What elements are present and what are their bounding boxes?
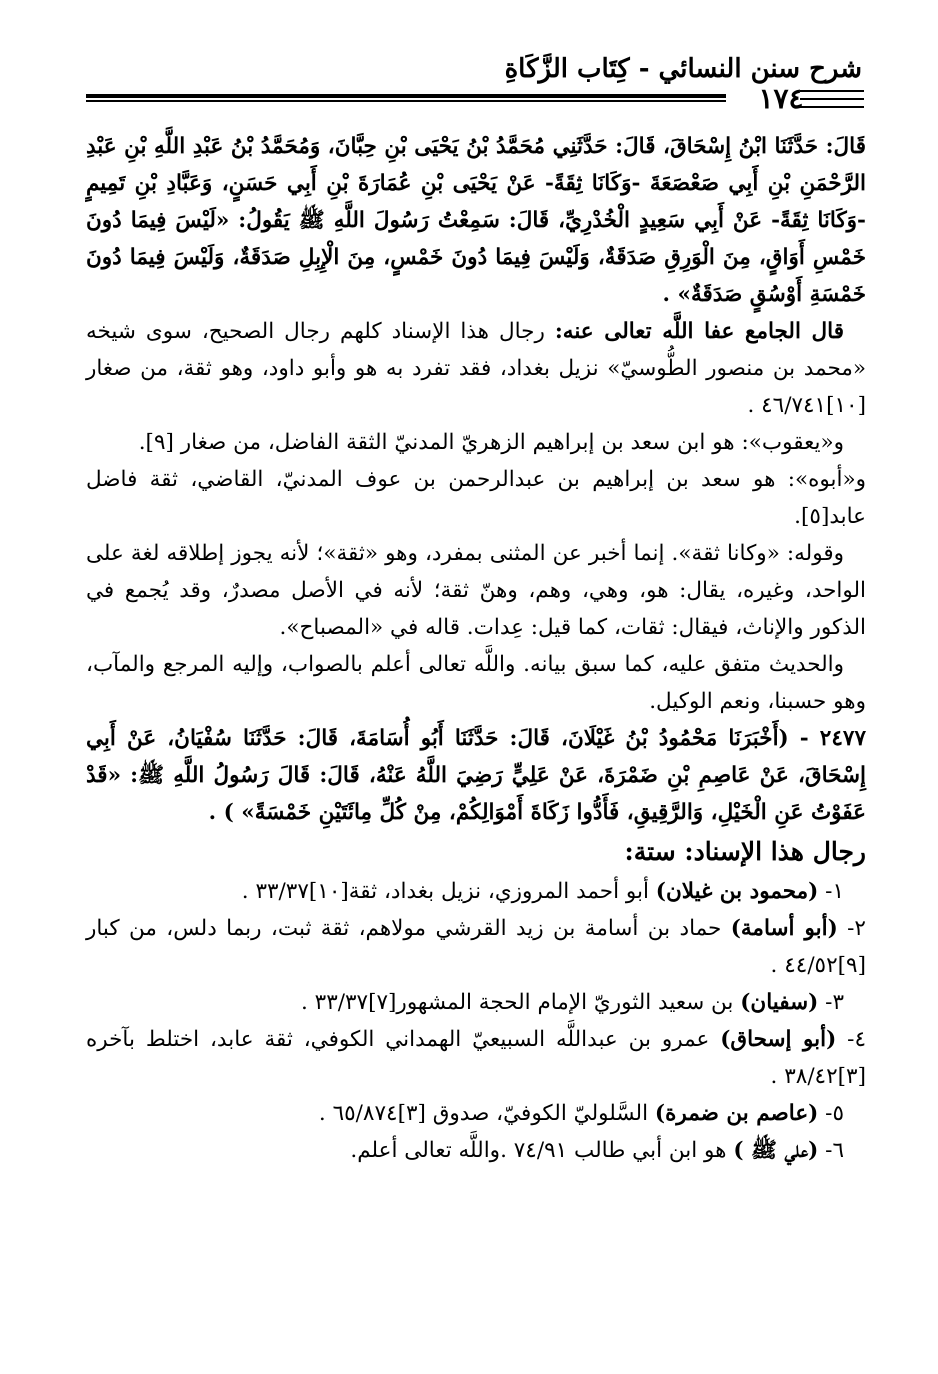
narrator-name: (علي ﷺ ) [733, 1138, 819, 1163]
running-title: شرح سنن النسائي - كِتَاب الزَّكَاةِ [504, 54, 862, 84]
narrator-details: السَّلوليّ الكوفيّ، صدوق [٣]٦٥/٨٧٤ . [318, 1101, 655, 1126]
narrator-entry [86, 1132, 866, 1169]
page-number: ١٧٤ [758, 82, 804, 115]
narrators-heading: رجال هذا الإسناد: ستة: [624, 837, 866, 866]
narrator-entry [86, 984, 866, 1021]
hadith-text: ٢٤٧٧ - (أَخْبَرَنَا مَحْمُودُ بْنُ غَيْلَانَ، قَالَ: حَدَّثَنَا أَبُو أُسَامَةَ، قَالَ: حَدَّثَنَا سُفْيَانُ، عَنْ أَبِي إِسْحَاقَ، عَنْ عَاصِمِ بْنِ ضَمْرَةَ، عَنْ عَلِيٍّ رَضِيَ اللَّهُ عَنْهُ، قَالَ: قَالَ رَسُولُ اللَّهِ ﷺ: «قَدْ عَفَوْتُ عَنِ الْخَيْلِ، وَالرَّقِيقِ، فَأَدُّوا زَكَاةَ أَمْوَالِكُمْ، مِنْ كُلِّ مِائَتَيْنِ خَمْسَةً» ) . [86, 726, 866, 825]
page-body [86, 128, 866, 1169]
narrator-entry [86, 1095, 866, 1132]
commentator-label: قال الجامع عفا اللَّه تعالى عنه: [554, 319, 845, 344]
narrator-entry [86, 873, 866, 910]
narrator-details: عمرو بن عبداللَّه السبيعيّ الهمداني الكوفي، ثقة عابد، اختلط بآخره [٣]٣٨/٤٢ . [86, 1027, 866, 1089]
narrator-number: ١- [818, 879, 844, 904]
narrator-entry [86, 910, 866, 984]
narrator-details: حماد بن أسامة بن زيد القرشي مولاهم، ثقة ثبت، ربما دلس، من كبار [٩]٤٤/٥٢ . [86, 916, 866, 978]
commentary-paragraph: و«يعقوب»: هو ابن سعد بن إبراهيم الزهريّ المدنيّ الثقة الفاضل، من صغار [٩]. [138, 430, 844, 455]
narrator-number: ٤- [836, 1027, 867, 1052]
page-header [86, 54, 864, 116]
narrator-number: ٣- [818, 990, 844, 1015]
narrator-details: أبو أحمد المروزي، نزيل بغداد، ثقة[١٠]٣٣/٣٧ . [241, 879, 656, 904]
narrator-name: (أبو أسامة) [730, 916, 838, 941]
narrator-name: (عاصم بن ضمرة) [654, 1101, 819, 1126]
narrator-number: ٥- [818, 1101, 844, 1126]
narrator-name: (أبو إسحاق) [720, 1027, 837, 1052]
header-rule-short-bottom [800, 106, 864, 108]
narrator-number: ٢- [837, 916, 866, 941]
narrator-number: ٦- [818, 1138, 844, 1163]
header-rule [86, 94, 726, 102]
narrator-name: (سفيان) [740, 990, 819, 1015]
narrator-entry [86, 1021, 866, 1095]
hadith-text: قَالَ: حَدَّثَنَا ابْنُ إِسْحَاقَ، قَالَ: حَدَّثَنِي مُحَمَّدُ بْنُ يَحْيَى بْنِ حِبَّانَ، وَمُحَمَّدُ بْنُ عَبْدِ اللَّهِ بْنِ عَبْدِ الرَّحْمَنِ بْنِ أَبِي صَعْصَعَةَ -وَكَانَا ثِقَةً- عَنْ يَحْيَى بْنِ عُمَارَةَ بْنِ أَبِي حَسَنٍ، وَعَبَّادِ بْنِ تَمِيمٍ -وَكَانَا ثِقَةً- عَنْ أَبِي سَعِيدٍ الْخُدْرِيِّ، قَالَ: سَمِعْتُ رَسُولَ اللَّهِ ﷺ يَقُولُ: «لَيْسَ فِيمَا دُونَ خَمْسِ أَوَاقٍ، مِنَ الْوَرِقِ صَدَقَةٌ، وَلَيْسَ فِيمَا دُونَ خَمْسٍ، مِنَ الْإِبِلِ صَدَقَةٌ، وَلَيْسَ فِيمَا دُونَ خَمْسَةِ أَوْسُقٍ صَدَقَةٌ» . [86, 134, 866, 307]
commentary-paragraph: وقوله: «وكانا ثقة». إنما أخبر عن المثنى بمفرد، وهو «ثقة»؛ لأنه يجوز إطلاقه لغة على الواحد، وغيره، يقال: هو، وهي، وهم، وهنّ ثقة؛ لأنه في الأصل مصدرٌ، وقد يُجمع في الذكور والإناث، فيقال: ثقات، كما قيل: عِدات. قاله في «المصباح». [86, 541, 866, 640]
narrator-name: (محمود بن غيلان) [655, 879, 819, 904]
header-rule-short-middle [800, 98, 864, 100]
narrator-details: هو ابن أبي طالب ٧٤/٩١ .واللَّه تعالى أعلم. [350, 1138, 734, 1163]
commentary-paragraph: والحديث متفق عليه، كما سبق بيانه. واللَّه تعالى أعلم بالصواب، وإليه المرجع والمآب، وهو حسبنا، ونعم الوكيل. [86, 652, 866, 714]
commentary-text: رجال هذا الإسناد كلهم رجال الصحيح، سوى شيخه «محمد بن منصور الطُّوسيّ» نزيل بغداد، فقد تفرد به هو وأبو داود، وهو ثقة، من صغار [١٠]٤٦/٧٤١ . [86, 319, 866, 418]
commentary-paragraph: و«أبوه»: هو سعد بن إبراهيم بن عبدالرحمن بن عوف المدنيّ، القاضي، ثقة فاضل عابد[٥]. [86, 467, 866, 529]
header-rule-short-top [800, 90, 864, 92]
narrator-details: بن سعيد الثوريّ الإمام الحجة المشهور[٧]٣٣/٣٧ . [300, 990, 741, 1015]
commentary-paragraph [86, 313, 866, 424]
